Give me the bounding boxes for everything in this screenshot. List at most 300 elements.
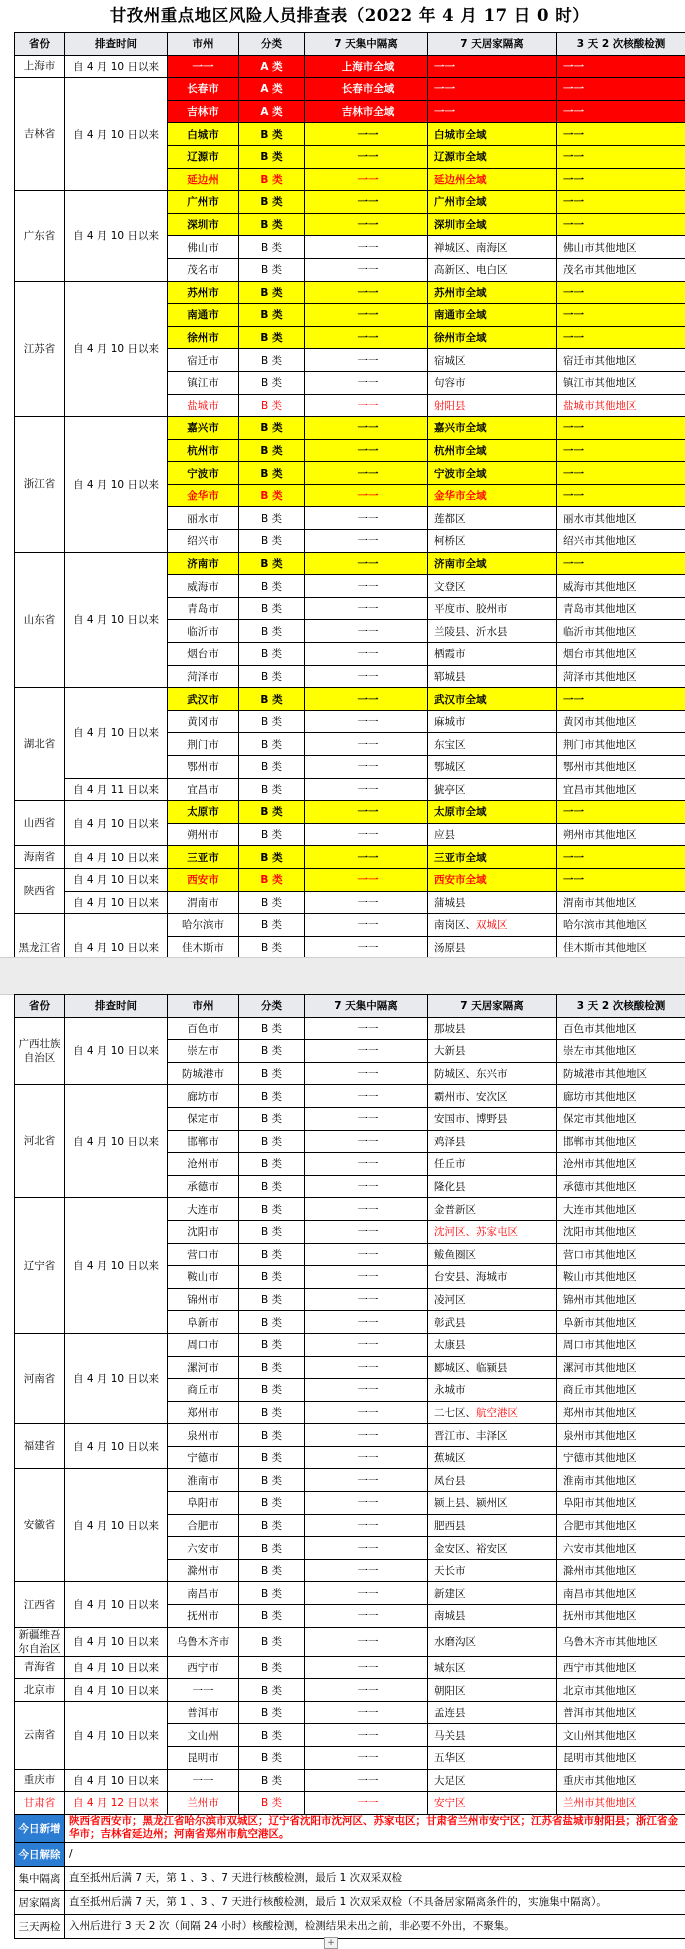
quarantine-cell: 一一 xyxy=(305,801,428,824)
highlighted-area: 双城区 xyxy=(476,919,508,932)
quarantine-cell: 一一 xyxy=(305,1424,428,1447)
nucleic-test-cell: 朔州市其他地区 xyxy=(557,823,685,846)
province-cell: 黑龙江省 xyxy=(15,914,65,982)
level-cell: B 类 xyxy=(239,1017,305,1040)
nucleic-test-cell: 佛山市其他地区 xyxy=(557,236,685,259)
home-isolation-cell: 郓城县 xyxy=(428,665,557,688)
quarantine-cell: 一一 xyxy=(305,1085,428,1108)
table-row xyxy=(15,1679,685,1702)
nucleic-test-cell: 一一 xyxy=(557,484,685,507)
province-cell: 福建省 xyxy=(15,1424,65,1469)
quarantine-cell: 一一 xyxy=(305,665,428,688)
level-cell: A 类 xyxy=(239,78,305,101)
nucleic-test-cell: 北京市其他地区 xyxy=(557,1679,685,1702)
nucleic-test-cell: 威海市其他地区 xyxy=(557,575,685,598)
time-cell: 自 4 月 10 日以来 xyxy=(65,417,168,553)
city-cell: 深圳市 xyxy=(168,213,239,236)
quarantine-cell: 一一 xyxy=(305,733,428,756)
province-cell: 云南省 xyxy=(15,1701,65,1769)
quarantine-cell: 一一 xyxy=(305,1311,428,1334)
quarantine-cell: 一一 xyxy=(305,1446,428,1469)
level-cell: B 类 xyxy=(239,349,305,372)
quarantine-cell: 一一 xyxy=(305,643,428,666)
level-cell: B 类 xyxy=(239,213,305,236)
home-isolation-cell: 应县 xyxy=(428,823,557,846)
nucleic-test-cell: 抚州市其他地区 xyxy=(557,1605,685,1628)
city-cell: 乌鲁木齐市 xyxy=(168,1627,239,1656)
level-cell: B 类 xyxy=(239,778,305,801)
city-cell: 宁德市 xyxy=(168,1446,239,1469)
province-cell: 青海省 xyxy=(15,1656,65,1679)
quarantine-cell: 一一 xyxy=(305,123,428,146)
province-cell: 吉林省 xyxy=(15,78,65,191)
note-row xyxy=(15,1842,685,1866)
table-row xyxy=(15,1333,685,1356)
city-cell: 延边州 xyxy=(168,168,239,191)
table-row xyxy=(15,846,685,869)
level-cell: B 类 xyxy=(239,1792,305,1815)
nucleic-test-cell: 一一 xyxy=(557,462,685,485)
table-row xyxy=(15,1701,685,1724)
note-row xyxy=(15,1914,685,1938)
header-nucleic: 3 天 2 次核酸检测 xyxy=(557,995,685,1018)
quarantine-cell: 一一 xyxy=(305,1724,428,1747)
home-isolation-cell: 杭州市全域 xyxy=(428,439,557,462)
nucleic-test-cell: 沧州市其他地区 xyxy=(557,1153,685,1176)
home-isolation-cell: 五华区 xyxy=(428,1747,557,1770)
home-isolation-cell: 朝阳区 xyxy=(428,1679,557,1702)
header-quarantine: 7 天集中隔离 xyxy=(305,33,428,56)
nucleic-test-cell: 周口市其他地区 xyxy=(557,1333,685,1356)
city-cell: 南通市 xyxy=(168,304,239,327)
nucleic-test-cell: 一一 xyxy=(557,304,685,327)
time-cell: 自 4 月 10 日以来 xyxy=(65,1656,168,1679)
nucleic-test-cell: 文山州其他地区 xyxy=(557,1724,685,1747)
city-cell: 沈阳市 xyxy=(168,1220,239,1243)
time-cell: 自 4 月 10 日以来 xyxy=(65,688,168,778)
home-isolation-cell: 莲都区 xyxy=(428,507,557,530)
nucleic-test-cell: 宿迁市其他地区 xyxy=(557,349,685,372)
city-cell: 威海市 xyxy=(168,575,239,598)
city-cell: 沧州市 xyxy=(168,1153,239,1176)
nucleic-test-cell: 廊坊市其他地区 xyxy=(557,1085,685,1108)
quarantine-cell: 一一 xyxy=(305,1062,428,1085)
level-cell: B 类 xyxy=(239,236,305,259)
quarantine-cell: 一一 xyxy=(305,236,428,259)
quarantine-cell: 一一 xyxy=(305,1107,428,1130)
header-city: 市州 xyxy=(168,33,239,56)
province-cell: 浙江省 xyxy=(15,417,65,553)
table-row xyxy=(15,1582,685,1605)
home-isolation-cell: 广州市全域 xyxy=(428,191,557,214)
province-cell: 辽宁省 xyxy=(15,1198,65,1334)
level-cell: B 类 xyxy=(239,1446,305,1469)
level-cell: B 类 xyxy=(239,1379,305,1402)
city-cell: 西宁市 xyxy=(168,1656,239,1679)
home-isolation-cell: 颍上县、颍州区 xyxy=(428,1492,557,1515)
city-cell: 徐州市 xyxy=(168,326,239,349)
home-isolation-cell: 鄂城区 xyxy=(428,756,557,779)
city-cell: 吉林市 xyxy=(168,100,239,123)
level-cell: B 类 xyxy=(239,168,305,191)
city-cell: 辽源市 xyxy=(168,145,239,168)
nucleic-test-cell: 哈尔滨市其他地区 xyxy=(557,914,685,937)
table-row xyxy=(15,801,685,824)
sheet-add-button[interactable]: + xyxy=(324,1937,338,1949)
quarantine-cell: 一一 xyxy=(305,756,428,779)
quarantine-cell: 一一 xyxy=(305,191,428,214)
level-cell: B 类 xyxy=(239,1130,305,1153)
nucleic-test-cell: 渭南市其他地区 xyxy=(557,891,685,914)
city-cell: 嘉兴市 xyxy=(168,417,239,440)
quarantine-cell: 一一 xyxy=(305,349,428,372)
province-cell: 湖北省 xyxy=(15,688,65,801)
level-cell: B 类 xyxy=(239,1311,305,1334)
city-cell: 一一 xyxy=(168,1679,239,1702)
city-cell: 广州市 xyxy=(168,191,239,214)
city-cell: 廊坊市 xyxy=(168,1085,239,1108)
city-cell: 一一 xyxy=(168,55,239,78)
quarantine-cell: 一一 xyxy=(305,168,428,191)
table-row xyxy=(15,688,685,711)
city-cell: 郑州市 xyxy=(168,1401,239,1424)
risk-table-part-2 xyxy=(14,994,685,1939)
province-cell: 广西壮族自治区 xyxy=(15,1017,65,1085)
city-cell: 佳木斯市 xyxy=(168,936,239,959)
time-cell: 自 4 月 10 日以来 xyxy=(65,1198,168,1334)
time-cell: 自 4 月 10 日以来 xyxy=(65,1085,168,1198)
quarantine-cell: 一一 xyxy=(305,1220,428,1243)
city-cell: 阜阳市 xyxy=(168,1492,239,1515)
table-row xyxy=(15,1627,685,1656)
time-cell: 自 4 月 10 日以来 xyxy=(65,1769,168,1792)
home-isolation-cell: 金华市全域 xyxy=(428,484,557,507)
header-province: 省份 xyxy=(15,33,65,56)
home-isolation-cell: 南通市全域 xyxy=(428,304,557,327)
home-isolation-cell: 凌河区 xyxy=(428,1288,557,1311)
level-cell: B 类 xyxy=(239,756,305,779)
nucleic-test-cell: 阜阳市其他地区 xyxy=(557,1492,685,1515)
nucleic-test-cell: 淮南市其他地区 xyxy=(557,1469,685,1492)
time-cell: 自 4 月 10 日以来 xyxy=(65,191,168,281)
level-cell: B 类 xyxy=(239,1040,305,1063)
quarantine-cell: 一一 xyxy=(305,371,428,394)
nucleic-test-cell: 营口市其他地区 xyxy=(557,1243,685,1266)
nucleic-test-cell: 一一 xyxy=(557,801,685,824)
quarantine-cell: 一一 xyxy=(305,936,428,959)
city-cell: 朔州市 xyxy=(168,823,239,846)
province-cell: 山东省 xyxy=(15,552,65,688)
nucleic-test-cell: 临沂市其他地区 xyxy=(557,620,685,643)
city-cell: 黄冈市 xyxy=(168,710,239,733)
city-cell: 太原市 xyxy=(168,801,239,824)
city-cell: 营口市 xyxy=(168,1243,239,1266)
home-isolation-cell: 肥西县 xyxy=(428,1514,557,1537)
city-cell: 邯郸市 xyxy=(168,1130,239,1153)
quarantine-cell: 一一 xyxy=(305,394,428,417)
quarantine-cell: 一一 xyxy=(305,1243,428,1266)
nucleic-test-cell: 西宁市其他地区 xyxy=(557,1656,685,1679)
quarantine-cell: 一一 xyxy=(305,326,428,349)
city-cell: 昆明市 xyxy=(168,1747,239,1770)
quarantine-cell: 一一 xyxy=(305,1582,428,1605)
quarantine-cell: 一一 xyxy=(305,1769,428,1792)
province-cell: 广东省 xyxy=(15,191,65,281)
header-time: 排查时间 xyxy=(65,33,168,56)
home-isolation-cell: 深圳市全域 xyxy=(428,213,557,236)
city-cell: 荆门市 xyxy=(168,733,239,756)
level-cell: B 类 xyxy=(239,1514,305,1537)
home-isolation-cell: 苏州市全域 xyxy=(428,281,557,304)
level-cell: B 类 xyxy=(239,552,305,575)
header-row xyxy=(15,995,685,1018)
level-cell: B 类 xyxy=(239,1401,305,1424)
quarantine-cell: 一一 xyxy=(305,417,428,440)
nucleic-test-cell: 一一 xyxy=(557,213,685,236)
level-cell: B 类 xyxy=(239,1107,305,1130)
note-text: 直至抵州后满 7 天，第 1 、3 、7 天进行核酸检测，最后 1 次双采双检（不具备居家隔离条件的，实施集中隔离）。 xyxy=(65,1890,685,1914)
quarantine-cell: 一一 xyxy=(305,1333,428,1356)
quarantine-cell: 一一 xyxy=(305,1153,428,1176)
province-cell: 北京市 xyxy=(15,1679,65,1702)
nucleic-test-cell: 宁德市其他地区 xyxy=(557,1446,685,1469)
city-cell: 三亚市 xyxy=(168,846,239,869)
home-isolation-cell: 句容市 xyxy=(428,371,557,394)
nucleic-test-cell: 崇左市其他地区 xyxy=(557,1040,685,1063)
nucleic-test-cell: 昆明市其他地区 xyxy=(557,1747,685,1770)
quarantine-cell: 一一 xyxy=(305,868,428,891)
level-cell: B 类 xyxy=(239,801,305,824)
city-cell: 临沂市 xyxy=(168,620,239,643)
province-cell: 江苏省 xyxy=(15,281,65,417)
nucleic-test-cell: 重庆市其他地区 xyxy=(557,1769,685,1792)
quarantine-cell: 一一 xyxy=(305,1627,428,1656)
quarantine-cell: 一一 xyxy=(305,1469,428,1492)
nucleic-test-cell: 百色市其他地区 xyxy=(557,1017,685,1040)
level-cell: B 类 xyxy=(239,281,305,304)
level-cell: B 类 xyxy=(239,1220,305,1243)
city-cell: 丽水市 xyxy=(168,507,239,530)
home-isolation-cell: 防城区、东兴市 xyxy=(428,1062,557,1085)
nucleic-test-cell: 佳木斯市其他地区 xyxy=(557,936,685,959)
level-cell: B 类 xyxy=(239,1266,305,1289)
level-cell: B 类 xyxy=(239,145,305,168)
level-cell: B 类 xyxy=(239,1198,305,1221)
province-cell: 新疆维吾尔自治区 xyxy=(15,1627,65,1656)
table-row xyxy=(15,281,685,304)
home-isolation-cell: 济南市全域 xyxy=(428,552,557,575)
level-cell: B 类 xyxy=(239,1724,305,1747)
home-isolation-cell: 禅城区、南海区 xyxy=(428,236,557,259)
note-row xyxy=(15,1890,685,1914)
level-cell: B 类 xyxy=(239,823,305,846)
level-cell: B 类 xyxy=(239,1469,305,1492)
level-cell: B 类 xyxy=(239,1701,305,1724)
quarantine-cell: 一一 xyxy=(305,507,428,530)
quarantine-cell: 一一 xyxy=(305,891,428,914)
city-cell: 盐城市 xyxy=(168,394,239,417)
city-cell: 菏泽市 xyxy=(168,665,239,688)
quarantine-cell: 一一 xyxy=(305,145,428,168)
level-cell: B 类 xyxy=(239,394,305,417)
table-row xyxy=(15,1469,685,1492)
nucleic-test-cell: 烟台市其他地区 xyxy=(557,643,685,666)
note-label: 居家隔离 xyxy=(15,1890,65,1914)
note-label: 今日解除 xyxy=(15,1842,65,1866)
home-isolation-cell xyxy=(428,914,557,937)
level-cell: B 类 xyxy=(239,439,305,462)
time-cell: 自 4 月 10 日以来 xyxy=(65,891,168,914)
level-cell: B 类 xyxy=(239,1747,305,1770)
nucleic-test-cell: 一一 xyxy=(557,55,685,78)
table-row xyxy=(15,1656,685,1679)
time-cell: 自 4 月 10 日以来 xyxy=(65,1627,168,1656)
header-home: 7 天居家隔离 xyxy=(428,995,557,1018)
city-cell: 泉州市 xyxy=(168,1424,239,1447)
header-province: 省份 xyxy=(15,995,65,1018)
nucleic-test-cell: 邯郸市其他地区 xyxy=(557,1130,685,1153)
nucleic-test-cell: 一一 xyxy=(557,191,685,214)
home-isolation-cell: 徐州市全域 xyxy=(428,326,557,349)
table-row xyxy=(15,1792,685,1815)
city-cell: 普洱市 xyxy=(168,1701,239,1724)
home-isolation-cell: 鲅鱼圈区 xyxy=(428,1243,557,1266)
level-cell: B 类 xyxy=(239,1243,305,1266)
quarantine-cell: 一一 xyxy=(305,484,428,507)
time-cell: 自 4 月 10 日以来 xyxy=(65,55,168,78)
nucleic-test-cell: 一一 xyxy=(557,688,685,711)
home-isolation-cell: 三亚市全域 xyxy=(428,846,557,869)
quarantine-cell: 一一 xyxy=(305,1040,428,1063)
home-isolation-cell: 孟连县 xyxy=(428,1701,557,1724)
home-isolation-cell: 沈河区、苏家屯区 xyxy=(428,1220,557,1243)
note-label: 今日新增 xyxy=(15,1814,65,1842)
quarantine-cell: 一一 xyxy=(305,213,428,236)
province-cell: 河北省 xyxy=(15,1085,65,1198)
quarantine-cell: 一一 xyxy=(305,1747,428,1770)
nucleic-test-cell: 荆门市其他地区 xyxy=(557,733,685,756)
quarantine-cell: 一一 xyxy=(305,1559,428,1582)
city-cell: 锦州市 xyxy=(168,1288,239,1311)
province-cell: 上海市 xyxy=(15,55,65,78)
city-cell: 商丘市 xyxy=(168,1379,239,1402)
level-cell: A 类 xyxy=(239,55,305,78)
level-cell: B 类 xyxy=(239,191,305,214)
quarantine-cell: 一一 xyxy=(305,281,428,304)
page-one xyxy=(14,0,685,982)
city-cell: 保定市 xyxy=(168,1107,239,1130)
home-isolation-cell: 郾城区、临颍县 xyxy=(428,1356,557,1379)
home-isolation-cell: 鸡泽县 xyxy=(428,1130,557,1153)
quarantine-cell: 一一 xyxy=(305,462,428,485)
header-city: 市州 xyxy=(168,995,239,1018)
level-cell: B 类 xyxy=(239,1062,305,1085)
city-cell: 崇左市 xyxy=(168,1040,239,1063)
table-row xyxy=(15,914,685,937)
home-isolation-cell: 东宝区 xyxy=(428,733,557,756)
city-cell: 烟台市 xyxy=(168,643,239,666)
level-cell: B 类 xyxy=(239,1153,305,1176)
quarantine-cell: 一一 xyxy=(305,710,428,733)
home-isolation-cell: 文登区 xyxy=(428,575,557,598)
home-isolation-cell: 蒲城县 xyxy=(428,891,557,914)
city-cell: 承德市 xyxy=(168,1175,239,1198)
page-break xyxy=(0,957,685,995)
city-cell: 合肥市 xyxy=(168,1514,239,1537)
note-text: 入州后进行 3 天 2 次（间隔 24 小时）核酸检测，检测结果未出之前，非必要不外出，不聚集。 xyxy=(65,1914,685,1938)
home-isolation-cell: 西安市全域 xyxy=(428,868,557,891)
city-cell: 鞍山市 xyxy=(168,1266,239,1289)
home-isolation-cell: 一一 xyxy=(428,78,557,101)
city-cell: 六安市 xyxy=(168,1537,239,1560)
level-cell: B 类 xyxy=(239,688,305,711)
home-isolation-cell: 安宁区 xyxy=(428,1792,557,1815)
level-cell: B 类 xyxy=(239,1492,305,1515)
highlighted-area: 航空港区 xyxy=(476,1406,518,1419)
quarantine-cell: 一一 xyxy=(305,846,428,869)
city-cell: 西安市 xyxy=(168,868,239,891)
table-row xyxy=(15,1017,685,1040)
level-cell: B 类 xyxy=(239,936,305,959)
table-row xyxy=(15,1198,685,1221)
nucleic-test-cell: 一一 xyxy=(557,552,685,575)
level-cell: B 类 xyxy=(239,507,305,530)
city-cell: 杭州市 xyxy=(168,439,239,462)
quarantine-cell: 一一 xyxy=(305,1514,428,1537)
home-isolation-cell: 城东区 xyxy=(428,1656,557,1679)
header-nucleic: 3 天 2 次核酸检测 xyxy=(557,33,685,56)
time-cell: 自 4 月 10 日以来 xyxy=(65,1582,168,1627)
quarantine-cell: 一一 xyxy=(305,823,428,846)
level-cell: B 类 xyxy=(239,710,305,733)
home-isolation-cell: 栖霞市 xyxy=(428,643,557,666)
nucleic-test-cell: 商丘市其他地区 xyxy=(557,1379,685,1402)
nucleic-test-cell: 绍兴市其他地区 xyxy=(557,530,685,553)
nucleic-test-cell: 阜新市其他地区 xyxy=(557,1311,685,1334)
time-cell: 自 4 月 10 日以来 xyxy=(65,868,168,891)
time-cell: 自 4 月 11 日以来 xyxy=(65,778,168,801)
level-cell: B 类 xyxy=(239,1605,305,1628)
header-time: 排查时间 xyxy=(65,995,168,1018)
nucleic-test-cell: 乌鲁木齐市其他地区 xyxy=(557,1627,685,1656)
province-cell: 安徽省 xyxy=(15,1469,65,1582)
header-level: 分类 xyxy=(239,995,305,1018)
quarantine-cell: 一一 xyxy=(305,1379,428,1402)
city-cell: 一一 xyxy=(168,1769,239,1792)
time-cell: 自 4 月 10 日以来 xyxy=(65,1424,168,1469)
level-cell: B 类 xyxy=(239,1769,305,1792)
quarantine-cell: 一一 xyxy=(305,1356,428,1379)
quarantine-cell: 一一 xyxy=(305,552,428,575)
level-cell: B 类 xyxy=(239,1085,305,1108)
time-cell: 自 4 月 10 日以来 xyxy=(65,1701,168,1769)
level-cell: B 类 xyxy=(239,643,305,666)
city-cell: 滁州市 xyxy=(168,1559,239,1582)
level-cell: B 类 xyxy=(239,1333,305,1356)
time-cell: 自 4 月 12 日以来 xyxy=(65,1792,168,1815)
city-cell: 渭南市 xyxy=(168,891,239,914)
city-cell: 淮南市 xyxy=(168,1469,239,1492)
city-cell: 佛山市 xyxy=(168,236,239,259)
quarantine-cell: 一一 xyxy=(305,1656,428,1679)
home-isolation-cell xyxy=(428,1401,557,1424)
nucleic-test-cell: 一一 xyxy=(557,168,685,191)
level-cell: B 类 xyxy=(239,530,305,553)
province-cell: 海南省 xyxy=(15,846,65,869)
page-title: 甘孜州重点地区风险人员排查表（2022 年 4 月 17 日 0 时） xyxy=(109,6,590,25)
home-isolation-cell: 柯桥区 xyxy=(428,530,557,553)
nucleic-test-cell: 青岛市其他地区 xyxy=(557,597,685,620)
